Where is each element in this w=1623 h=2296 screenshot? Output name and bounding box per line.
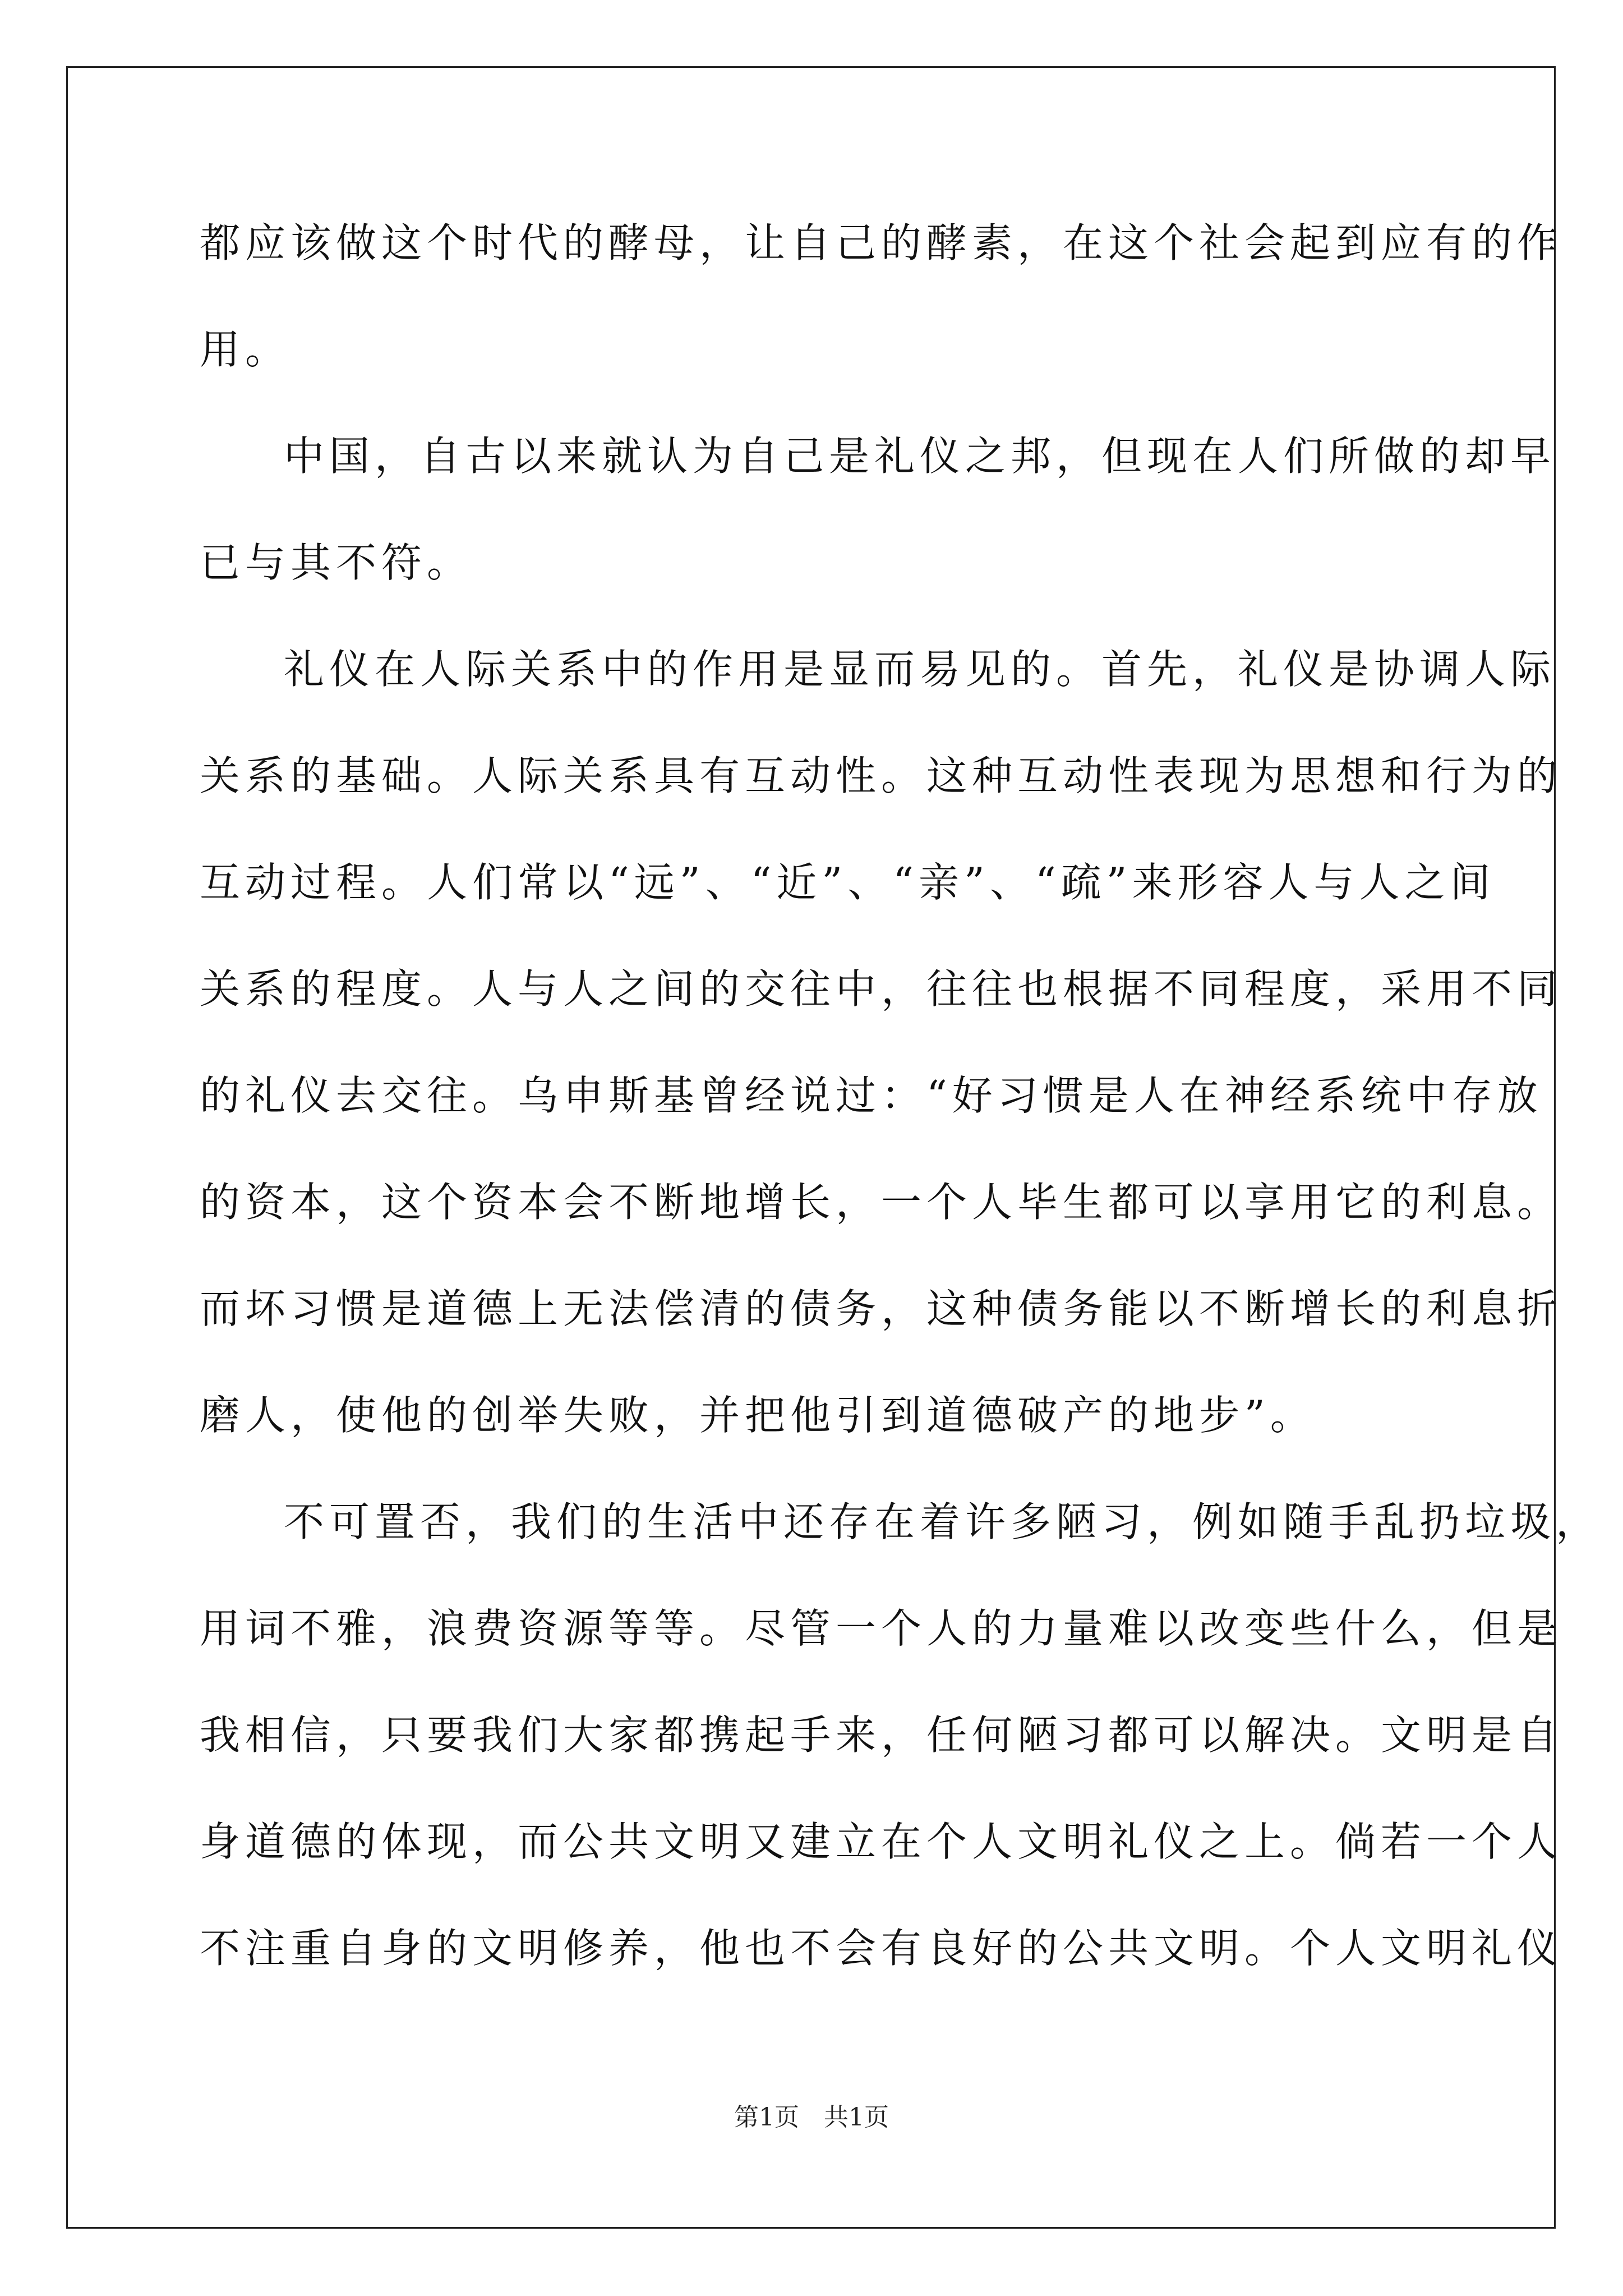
text-line: 关系的程度。人与人之间的交往中，往往也根据不同程度，采用不同 xyxy=(200,965,1563,1013)
text-line: 不注重自身的文明修养，他也不会有良好的公共文明。个人文明礼仪 xyxy=(200,1925,1563,1972)
text-line: 都应该做这个时代的酵母，让自己的酵素，在这个社会起到应有的作 xyxy=(200,219,1563,266)
text-line: 磨人，使他的创举失败，并把他引到道德破产的地步”。 xyxy=(200,1392,1316,1439)
text-line: 互动过程。人们常以“远”、“近”、“亲”、“疏”来形容人与人之间 xyxy=(200,859,1496,906)
text-line: 的礼仪去交往。乌申斯基曾经说过：“好习惯是人在神经系统中存放 xyxy=(200,1072,1543,1119)
text-line: 用词不雅，浪费资源等等。尽管一个人的力量难以改变些什么，但是 xyxy=(200,1605,1563,1652)
text-line: 中国，自古以来就认为自己是礼仪之邦，但现在人们所做的却早 xyxy=(284,432,1556,480)
text-line: 关系的基础。人际关系具有互动性。这种互动性表现为思想和行为的 xyxy=(200,752,1563,799)
text-line: 不可置否，我们的生活中还存在着许多陋习，例如随手乱扔垃圾， xyxy=(284,1498,1602,1545)
text-line: 用。 xyxy=(200,326,291,373)
text-line: 我相信，只要我们大家都携起手来，任何陋习都可以解决。文明是自 xyxy=(200,1711,1563,1759)
page-number-footer: 第1页 共1页 xyxy=(734,2103,889,2132)
text-line: 身道德的体现，而公共文明又建立在个人文明礼仪之上。倘若一个人 xyxy=(200,1818,1563,1865)
page-border xyxy=(66,66,1556,2229)
text-line: 礼仪在人际关系中的作用是显而易见的。首先，礼仪是协调人际 xyxy=(284,646,1556,693)
text-line: 而坏习惯是道德上无法偿清的债务，这种债务能以不断增长的利息折 xyxy=(200,1285,1563,1332)
text-line: 已与其不符。 xyxy=(200,539,473,586)
text-line: 的资本，这个资本会不断地增长，一个人毕生都可以享用它的利息。 xyxy=(200,1179,1563,1226)
